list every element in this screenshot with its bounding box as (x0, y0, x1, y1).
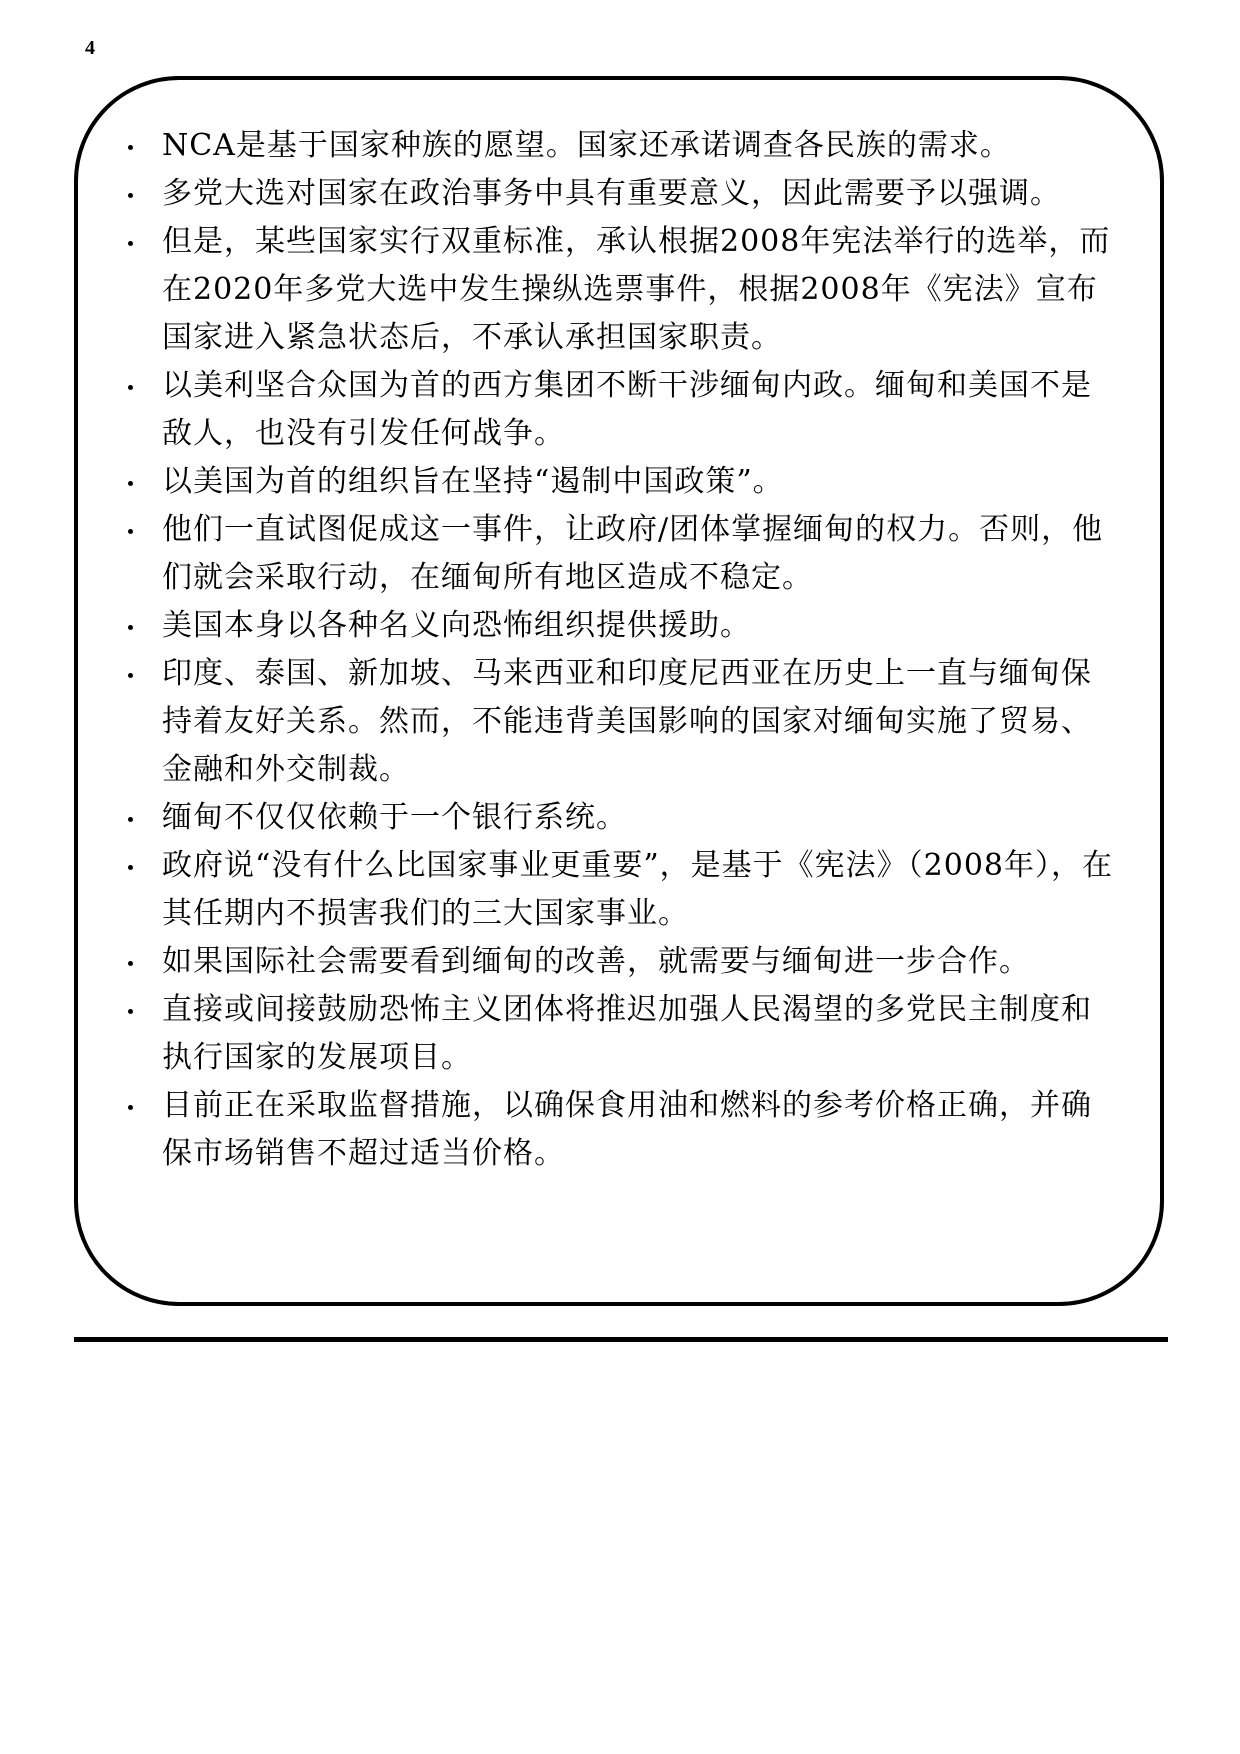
list-item: 政府说“没有什么比国家事业更重要”，是基于《宪法》（2008年），在其任期内不损害我们的三大国家事业。 (120, 842, 1120, 938)
list-item: 目前正在采取监督措施，以确保食用油和燃料的参考价格正确，并确保市场销售不超过适当价格。 (120, 1082, 1120, 1178)
list-item: 印度、泰国、新加坡、马来西亚和印度尼西亚在历史上一直与缅甸保持着友好关系。然而，不能违背美国影响的国家对缅甸实施了贸易、金融和外交制裁。 (120, 650, 1120, 794)
list-item: NCA是基于国家种族的愿望。国家还承诺调查各民族的需求。 (120, 122, 1120, 170)
bullet-list (120, 122, 1120, 1178)
page-number: 4 (85, 37, 95, 59)
list-item: 如果国际社会需要看到缅甸的改善，就需要与缅甸进一步合作。 (120, 938, 1120, 986)
list-item: 他们一直试图促成这一事件，让政府/团体掌握缅甸的权力。否则，他们就会采取行动，在缅甸所有地区造成不稳定。 (120, 506, 1120, 602)
list-item: 缅甸不仅仅依赖于一个银行系统。 (120, 794, 1120, 842)
list-item: 以美国为首的组织旨在坚持“遏制中国政策”。 (120, 458, 1120, 506)
list-item: 直接或间接鼓励恐怖主义团体将推迟加强人民渴望的多党民主制度和执行国家的发展项目。 (120, 986, 1120, 1082)
list-item: 多党大选对国家在政治事务中具有重要意义，因此需要予以强调。 (120, 170, 1120, 218)
list-item: 以美利坚合众国为首的西方集团不断干涉缅甸内政。缅甸和美国不是敌人，也没有引发任何战争。 (120, 362, 1120, 458)
bottom-divider (74, 1337, 1168, 1342)
list-item: 但是，某些国家实行双重标准，承认根据2008年宪法举行的选举，而在2020年多党大选中发生操纵选票事件，根据2008年《宪法》宣布国家进入紧急状态后，不承认承担国家职责。 (120, 218, 1120, 362)
list-item: 美国本身以各种名义向恐怖组织提供援助。 (120, 602, 1120, 650)
